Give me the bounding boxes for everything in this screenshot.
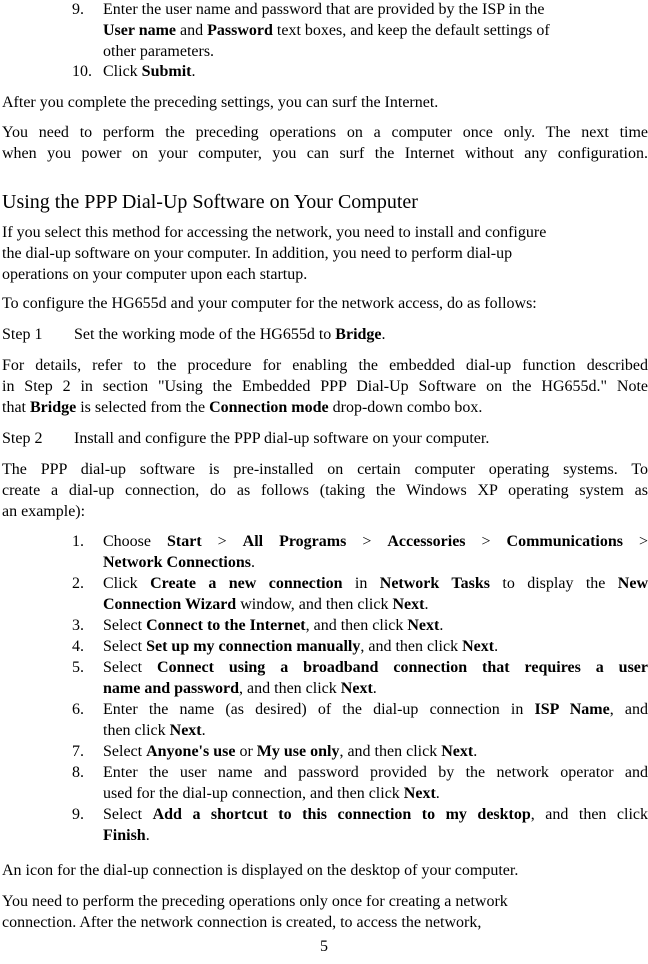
bold-term: Anyone's use — [146, 743, 236, 760]
list-item-text: Enter the user name and password provided by the network operator and — [103, 764, 648, 781]
text: . — [201, 722, 206, 739]
list-item — [0, 61, 648, 82]
text-line — [2, 397, 648, 418]
list-number: 8. — [72, 764, 84, 781]
paragraph — [2, 459, 648, 522]
list-item — [0, 657, 648, 699]
text: Select — [103, 638, 147, 655]
text-line: in Step 2 in section "Using the Embedded PPP Dial-Up Software on the HG655d." Note — [2, 378, 648, 395]
bold-term: New — [617, 575, 648, 592]
list-item — [0, 573, 648, 615]
text: , and then click — [339, 743, 442, 760]
text-line: the dial-up software on your computer. In addition, you need to perform dial-up — [2, 245, 513, 262]
list-number: 4. — [72, 638, 84, 655]
text: > — [201, 533, 243, 550]
list-item-text: other parameters. — [103, 43, 215, 60]
paragraph: An icon for the dial-up connection is displayed on the desktop of your computer. — [2, 862, 519, 879]
text: used for the dial-up connection, and then click — [103, 785, 404, 802]
text: to display the — [489, 575, 618, 592]
text: . — [439, 617, 444, 634]
text-line: create a dial-up connection, do as follows (taking the Windows XP operating system as — [2, 482, 648, 499]
bold-term: Connection mode — [209, 399, 329, 416]
text: drop-down combo box. — [328, 399, 483, 416]
list-item-text — [103, 804, 648, 825]
text: , and then click — [530, 806, 648, 823]
list-number: 10. — [72, 63, 92, 80]
list-item-text — [103, 552, 648, 573]
list-item — [0, 804, 648, 846]
text: , and then click — [305, 617, 408, 634]
bold-term: Next — [462, 638, 495, 655]
text: and — [176, 22, 208, 39]
page-number: 5 — [320, 938, 328, 955]
list-number: 9. — [72, 1, 84, 18]
bold-term: Start — [167, 533, 202, 550]
text: Click — [103, 63, 142, 80]
section-heading: Using the PPP Dial-Up Software on Your Computer — [2, 191, 418, 213]
text: . — [435, 785, 440, 802]
list-item — [0, 531, 648, 573]
text: Select — [103, 659, 158, 676]
text-line: You need to perform the preceding operations on a computer once only. The next time — [2, 124, 648, 141]
bold-term: Create a new connection — [150, 575, 343, 592]
text: window, and then click — [236, 596, 393, 613]
list-number: 3. — [72, 617, 84, 634]
bold-term: Set up my connection manually — [146, 638, 361, 655]
text: . — [381, 326, 386, 343]
text: Set the working mode of the HG655d to — [74, 326, 336, 343]
bold-term: My use only — [256, 743, 340, 760]
paragraph: After you complete the preceding settings, you can surf the Internet. — [2, 94, 439, 111]
bold-term: Accessories — [387, 533, 466, 550]
bold-term: Bridge — [335, 326, 382, 343]
list-item-text — [103, 678, 648, 699]
bold-term: Connection Wizard — [103, 596, 237, 613]
list-item — [0, 741, 648, 762]
step-2 — [0, 428, 648, 449]
text: Select — [103, 806, 153, 823]
text: , and then click — [360, 638, 463, 655]
text-line: connection. After the network connection is created, to access the network, — [2, 914, 482, 931]
step-label: Step 1 — [2, 326, 43, 343]
paragraph — [2, 891, 648, 933]
bold-term: Network Connections — [103, 554, 251, 571]
text: Enter the name (as desired) of the dial-up connection in — [103, 701, 535, 718]
bold-term: Connect using a broadband connection that requires a user — [157, 659, 648, 676]
paragraph — [2, 122, 648, 164]
list-item-text — [103, 20, 648, 41]
bold-term: Connect to the Internet — [146, 617, 306, 634]
list-item-text — [103, 699, 648, 720]
bold-term: Network Tasks — [379, 575, 490, 592]
bold-term: Bridge — [30, 399, 77, 416]
text: > — [465, 533, 507, 550]
text: then click — [103, 722, 170, 739]
list-item — [0, 636, 648, 657]
text-line: operations on your computer upon each startup. — [2, 266, 308, 283]
list-item-text — [103, 741, 648, 762]
text: Select — [103, 617, 147, 634]
text: . — [473, 743, 478, 760]
list-number: 7. — [72, 743, 84, 760]
text-line: when you power on your computer, you can surf the Internet without any configuration. — [2, 145, 648, 162]
bold-term: Next — [407, 617, 440, 634]
list-item-text — [103, 594, 648, 615]
text: Select — [103, 743, 147, 760]
list-number: 1. — [72, 533, 84, 550]
bold-term: Submit — [141, 63, 192, 80]
bold-term: All Programs — [242, 533, 347, 550]
list-number: 5. — [72, 659, 84, 676]
text: . — [494, 638, 499, 655]
bold-term: Next — [340, 680, 373, 697]
list-item-text — [103, 657, 648, 678]
text: . — [372, 680, 377, 697]
text: is selected from the — [76, 399, 210, 416]
bold-term: Password — [207, 22, 273, 39]
bold-term: name and password — [103, 680, 240, 697]
paragraph: To configure the HG655d and your computer for the network access, do as follows: — [2, 295, 537, 312]
list-number: 6. — [72, 701, 84, 718]
bold-term: User name — [103, 22, 177, 39]
list-item-text — [103, 615, 648, 636]
bold-term: Next — [441, 743, 474, 760]
step-label: Step 2 — [2, 430, 43, 447]
text-line: You need to perform the preceding operations only once for creating a network — [2, 893, 508, 910]
text: , and then click — [239, 680, 341, 697]
text: > — [622, 533, 648, 550]
text: Install and configure the PPP dial-up software on your computer. — [74, 430, 490, 447]
list-number: 2. — [72, 575, 84, 592]
bold-term: Next — [403, 785, 436, 802]
list-item-text — [103, 720, 648, 741]
text-line: The PPP dial-up software is pre-installed on certain computer operating systems. To — [2, 461, 648, 478]
list-item — [0, 762, 648, 804]
list-item-text — [103, 636, 648, 657]
text-line: an example): — [2, 503, 86, 520]
text: > — [346, 533, 388, 550]
bold-term: Next — [169, 722, 202, 739]
text: text boxes, and keep the default settings of — [272, 22, 550, 39]
text: . — [424, 596, 429, 613]
bold-term: ISP Name — [534, 701, 610, 718]
bold-term: Communications — [506, 533, 623, 550]
list-item-text — [103, 531, 648, 552]
paragraph — [2, 355, 648, 418]
list-item — [0, 615, 648, 636]
text-line: For details, refer to the procedure for enabling the embedded dial-up function described — [2, 357, 648, 374]
list-item — [0, 699, 648, 741]
text: . — [251, 554, 255, 571]
list-item-text — [103, 825, 648, 846]
text: that — [2, 399, 30, 416]
text: or — [235, 743, 257, 760]
list-item-text — [103, 573, 648, 594]
paragraph — [2, 222, 648, 285]
bold-term: Next — [392, 596, 425, 613]
text: . — [191, 63, 196, 80]
list-item-text: Enter the user name and password that are provided by the ISP in the — [103, 1, 545, 18]
numbered-list — [0, 531, 648, 846]
text: Choose — [103, 533, 167, 550]
bold-term: Add a shortcut to this connection to my desktop — [152, 806, 531, 823]
bold-term: Finish — [103, 827, 146, 844]
step-1 — [0, 324, 648, 345]
list-item-text — [103, 783, 648, 804]
text: . — [145, 827, 150, 844]
text: , and — [609, 701, 648, 718]
text: Click — [103, 575, 151, 592]
text-line: If you select this method for accessing the network, you need to install and configure — [2, 224, 547, 241]
list-number: 9. — [72, 806, 84, 823]
list-item — [0, 0, 648, 62]
text: in — [342, 575, 380, 592]
